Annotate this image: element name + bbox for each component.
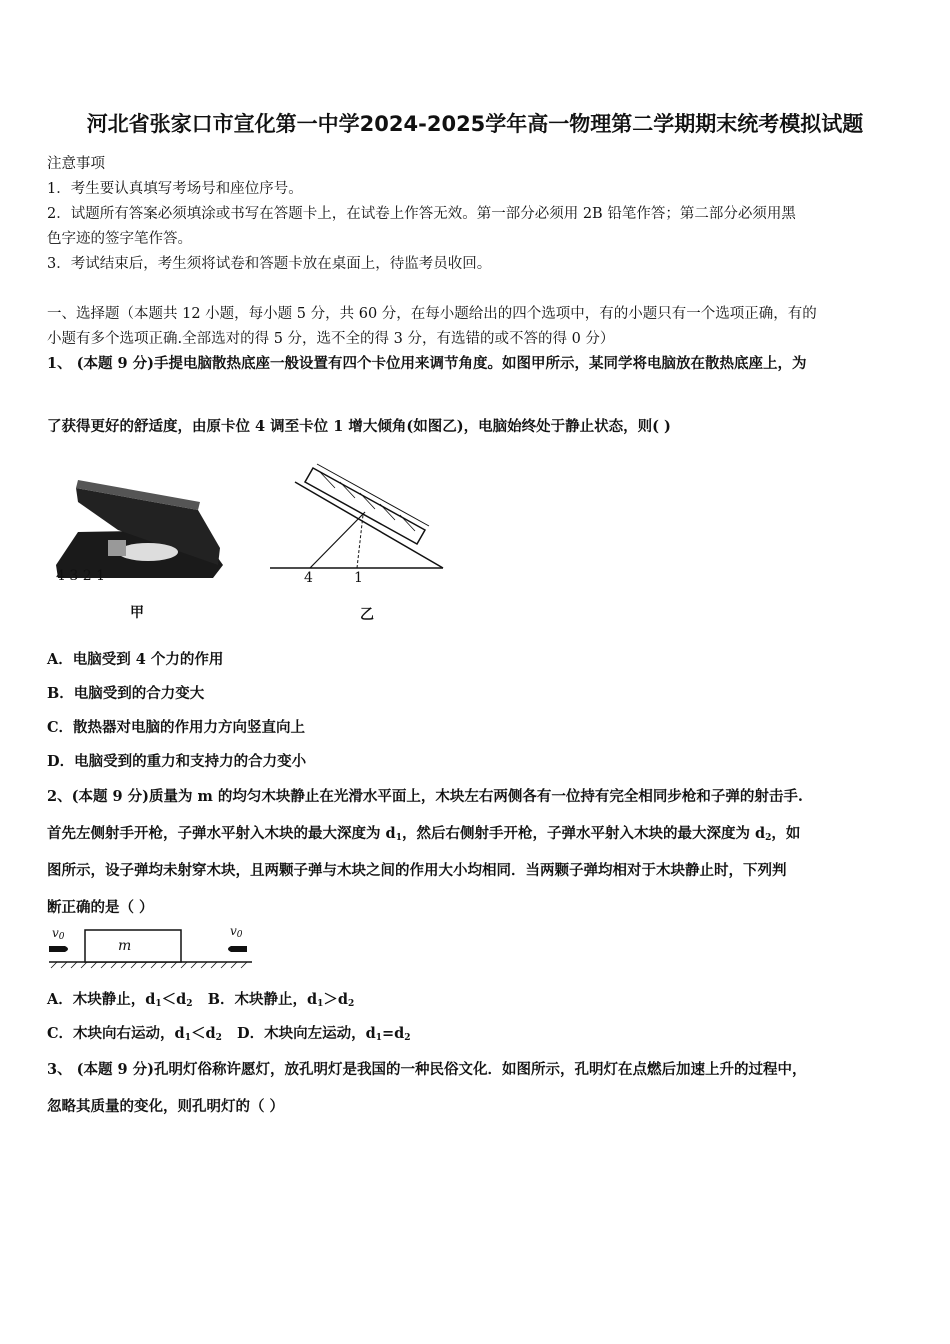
q1-option-c: C．散热器对电脑的作用力方向竖直向上 <box>47 719 306 736</box>
right-bullet <box>228 946 247 952</box>
section-heading-line1: 一、选择题（本题共 12 小题，每小题 5 分，共 60 分，在每小题给出的四个选项中，有的小题只有一个选项正确，有的 <box>47 306 817 322</box>
v0-right-label: $v_0$ <box>230 924 243 940</box>
notice-item-2-cont: 色字迹的签字笔作答。 <box>47 231 192 247</box>
figure-yi-tick-4: 4 <box>304 570 313 586</box>
hatch-1 <box>320 472 335 488</box>
q2-options-cd: C．木块向右运动，$d_1<d_2$ D．木块向左运动，$d_1=d_2$ <box>47 1025 411 1043</box>
laptop-block <box>305 468 425 544</box>
q1-stem-line1: 1、 (本题 9 分)手提电脑散热底座一般设置有四个卡位用来调节角度。如图甲所示，某同学将电脑放在散热底座上，为 <box>47 355 807 372</box>
stand-leg <box>108 540 126 556</box>
figure-block-bullets <box>47 922 257 972</box>
notice-item-3: 3．考试结束后，考生须将试卷和答题卡放在桌面上，待监考员收回。 <box>47 256 492 272</box>
wooden-block <box>85 930 181 962</box>
v0-left-label: $v_0$ <box>52 926 65 942</box>
figure-jia-laptop-stand <box>48 470 228 580</box>
q2-stem-line2: 首先左侧射手开枪，子弹水平射入木块的最大深度为 $d_1$，然后右侧射手开枪，子弹水平射入木块的最大深度为 $d_2$，如 <box>47 825 801 843</box>
figure-yi-label: 乙 <box>360 607 374 623</box>
incline-line <box>295 482 443 568</box>
section-heading-line2: 小题有多个选项正确.全部选对的得 5 分，选不全的得 3 分，有选错的或不答的得 0 分） <box>47 331 615 347</box>
block-mass-label: m <box>118 938 132 954</box>
figure-jia-ticks: 4 3 2 1 <box>56 568 105 584</box>
q3-stem-line2: 忽略其质量的变化，则孔明灯的（ ） <box>47 1098 285 1115</box>
left-bullet <box>49 946 68 952</box>
page-title: 河北省张家口市宣化第一中学2024-2025学年高一物理第二学期期末统考模拟试题 <box>86 112 864 136</box>
q1-stem-line2: 了获得更好的舒适度，由原卡位 4 调至卡位 1 增大倾角(如图乙)，电脑始终处于静止状态，则( ) <box>47 418 671 435</box>
q2-stem-line1: 2、(本题 9 分)质量为 m 的均匀木块静止在光滑水平面上，木块左右两侧各有一位持有完全相同步枪和子弹的射击手. <box>47 788 803 805</box>
figure-yi-tick-1: 1 <box>354 570 363 586</box>
figure-yi-diagram <box>265 460 450 575</box>
notice-item-1: 1．考生要认真填写考场号和座位序号。 <box>47 181 303 197</box>
q2-stem-line3: 图所示，设子弹均未射穿木块，且两颗子弹与木块之间的作用大小均相同．当两颗子弹均相对于木块静止时，下列判 <box>47 862 787 879</box>
q3-stem-line1: 3、 (本题 9 分)孔明灯俗称许愿灯，放孔明灯是我国的一种民俗文化．如图所示，孔明灯在点燃后加速上升的过程中， <box>47 1061 807 1078</box>
figure-jia-label: 甲 <box>130 605 144 621</box>
laptop-top <box>317 464 429 526</box>
notice-heading: 注意事项 <box>47 156 105 172</box>
support-4 <box>310 512 365 568</box>
support-1 <box>357 515 363 568</box>
q2-stem-line4: 断正确的是（ ） <box>47 899 154 916</box>
q1-option-d: D．电脑受到的重力和支持力的合力变小 <box>47 753 307 770</box>
stand-fan <box>118 543 178 561</box>
notice-item-2: 2．试题所有答案必须填涂或书写在答题卡上，在试卷上作答无效。第一部分必须用 2B 铅笔作答；第二部分必须用黑 <box>47 206 796 222</box>
ground-hatch <box>51 962 247 968</box>
q1-option-b: B．电脑受到的合力变大 <box>47 685 205 702</box>
q1-option-a: A．电脑受到 4 个力的作用 <box>47 651 224 668</box>
q2-options-ab: A．木块静止，$d_1<d_2$ B．木块静止，$d_1>d_2$ <box>47 991 355 1009</box>
